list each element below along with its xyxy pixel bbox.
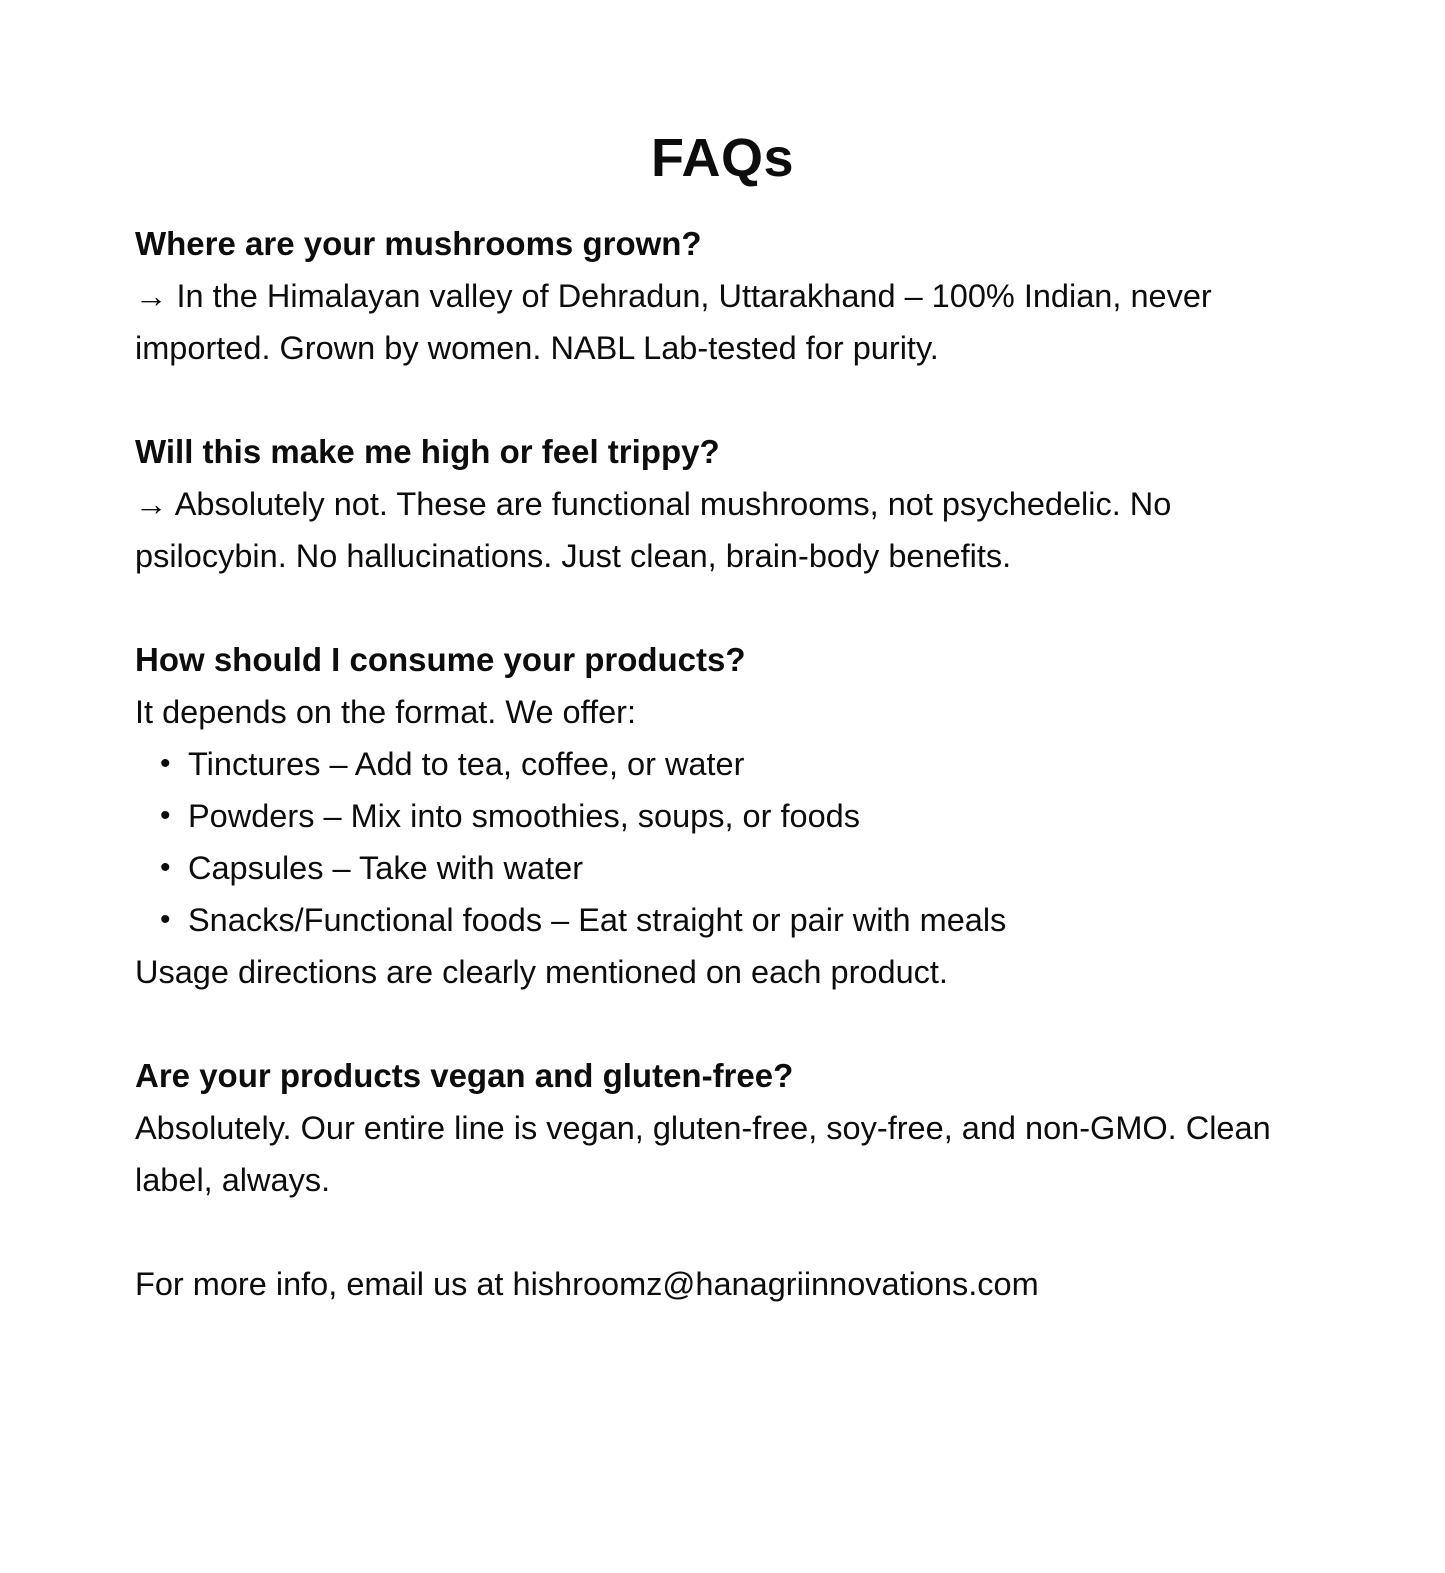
faq-section-grown	[135, 218, 1300, 374]
faq-section-consume	[135, 634, 1300, 998]
faq-answer-vegan: Absolutely. Our entire line is vegan, gluten-free, soy-free, and non-GMO. Clean label, always.	[135, 1110, 1271, 1198]
bullet-icon: •	[160, 903, 171, 936]
list-item-powders	[135, 790, 1300, 842]
faq-question-consume: How should I consume your products?	[135, 641, 746, 678]
consume-formats-list	[135, 738, 1300, 946]
list-item-snacks	[135, 894, 1300, 946]
page-title: FAQs	[650, 128, 795, 188]
faq-question-trippy: Will this make me high or feel trippy?	[135, 433, 720, 470]
faq-question-grown: Where are your mushrooms grown?	[135, 225, 702, 262]
faq-answer-trippy: → Absolutely not. These are functional mushrooms, not psychedelic. No psilocybin. No hallucinations. Just clean, brain-body benefits.	[135, 486, 1172, 574]
bullet-icon: •	[160, 851, 171, 884]
list-item-capsules	[135, 842, 1300, 894]
faq-section-trippy	[135, 426, 1300, 582]
faq-answer-grown: → In the Himalayan valley of Dehradun, Uttarakhand – 100% Indian, never imported. Grown by women. NABL Lab-tested for purity.	[135, 278, 1212, 366]
faq-consume-intro: It depends on the format. We offer:	[135, 694, 637, 730]
bullet-icon: •	[160, 799, 171, 832]
bullet-icon: •	[160, 747, 171, 780]
list-item-tinctures	[135, 738, 1300, 790]
contact-email-line: For more info, email us at hishroomz@hanagriinnovations.com	[135, 1266, 1039, 1302]
faq-question-vegan: Are your products vegan and gluten-free?	[135, 1057, 794, 1094]
list-item-label: Snacks/Functional foods – Eat straight or pair with meals	[188, 902, 1007, 938]
faq-section-vegan	[135, 1050, 1300, 1206]
list-item-label: Tinctures – Add to tea, coffee, or water	[188, 746, 745, 782]
faq-page	[0, 128, 1445, 1573]
list-item-label: Capsules – Take with water	[188, 850, 584, 886]
list-item-label: Powders – Mix into smoothies, soups, or foods	[188, 798, 860, 834]
faq-consume-outro: Usage directions are clearly mentioned on each product.	[135, 954, 948, 990]
